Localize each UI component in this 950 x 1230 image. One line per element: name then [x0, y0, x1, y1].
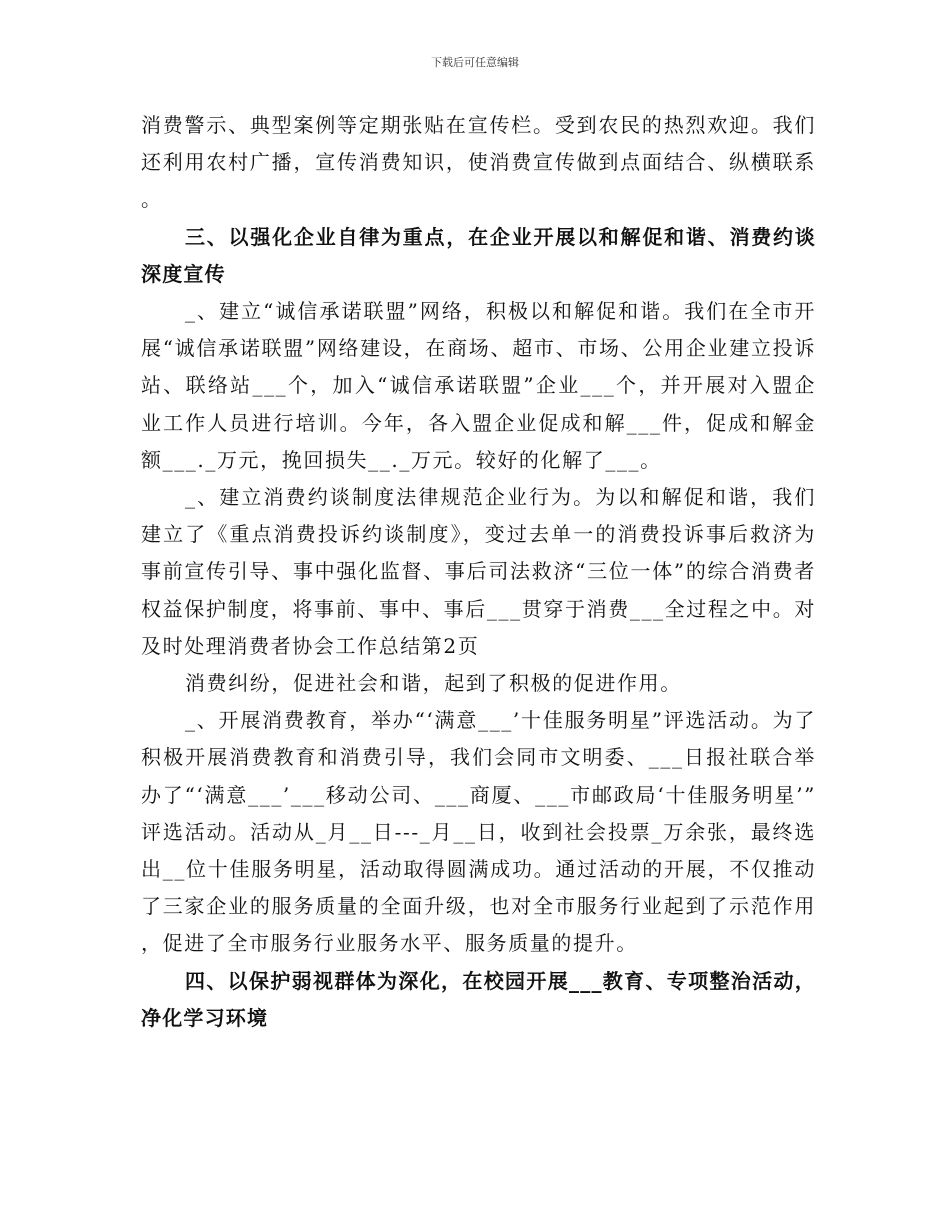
page-header: 下载后可任意编辑 — [431, 56, 519, 69]
document-body — [141, 107, 816, 1037]
section-heading-four: 四、以保护弱视群体为深化，在校园开展___教育、专项整治活动，净化学习环境 — [141, 968, 816, 1030]
paragraph-integrity-alliance: _、建立“诚信承诺联盟”网络，积极以和解促和谐。我们在全市开展“诚信承诺联盟”网络建设，在商场、超市、市场、公用企业建立投诉站、联络站___个，加入“诚信承诺联盟”企业___个，并开展对入盟企业工作人员进行培训。今年，各入盟企业促成和解___件，促成和解金额___._万元，挽回损失__._万元。较好的化解了___。 — [141, 299, 816, 472]
section-heading-three: 三、以强化企业自律为重点，在企业开展以和解促和谐、消费约谈深度宣传 — [141, 224, 816, 286]
paragraph-dispute-resolution: 消费纠纷，促进社会和谐，起到了积极的促进作用。 — [185, 671, 682, 696]
paragraph-interview-system: _、建立消费约谈制度法律规范企业行为。为以和解促和谐，我们建立了《重点消费投诉约谈制度》，变过去单一的消费投诉事后救济为事前宣传引导、事中强化监督、事后司法救济“三位一体”的综合消费者权益保护制度，将事前、事中、事后___贯穿于消费___全过程之中。对及时处理消费者协会工作总结第2页 — [141, 485, 816, 658]
paragraph-consumer-warning: 消费警示、典型案例等定期张贴在宣传栏。受到农民的热烈欢迎。我们还利用农村广播，宣传消费知识，使消费宣传做到点面结合、纵横联系。 — [141, 113, 816, 212]
paragraph-service-star-event: _、开展消费教育，举办“‘满意___’十佳服务明星”评选活动。为了积极开展消费教育和消费引导，我们会同市文明委、___日报社联合举办了“‘满意___’___移动公司、___商厦、___市邮政局‘十佳服务明星’”评选活动。活动从_月__日---_月__日，收到社会投票_万余张，最终选出__位十佳服务明星，活动取得圆满成功。通过活动的开展，不仅推动了三家企业的服务质量的全面升级，也对全市服务行业起到了示范作用，促进了全市服务行业服务水平、服务质量的提升。 — [141, 708, 816, 956]
